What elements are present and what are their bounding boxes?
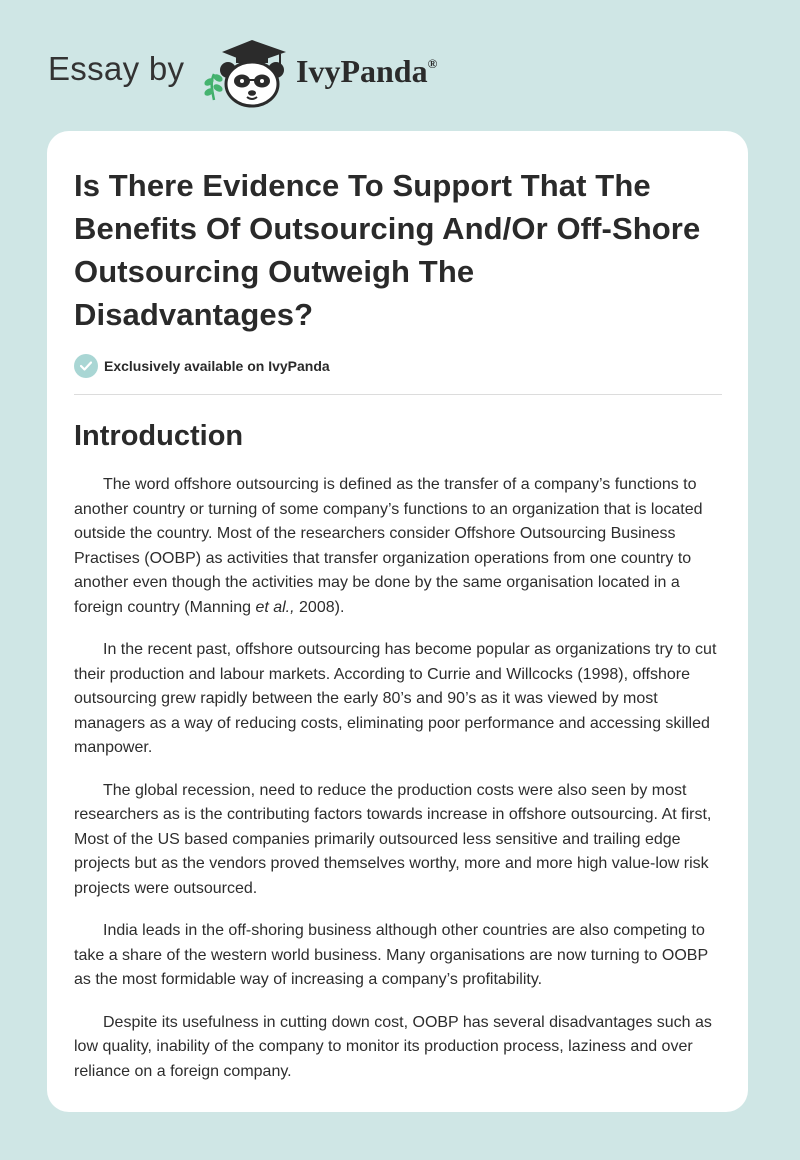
exclusive-badge (74, 353, 722, 379)
paragraph-4: India leads in the off-shoring business although other countries are also competing to take a share of the western world business. Many organisations are now turning to OOBP as the most formidable way of increasing a company’s profitability. (74, 922, 708, 988)
exclusive-badge-text: Exclusively available on IvyPanda (104, 358, 330, 374)
paragraph-2: In the recent past, offshore outsourcing has become popular as organizations try to cut their production and labour markets. According to Currie and Willcocks (1998), offshore outsourcing grew rapidly between the early 80’s and 90’s as it was viewed by most managers as a way of reducing costs, eliminating poor performance and accessing skilled manpower. (74, 641, 717, 756)
essay-card (47, 131, 748, 1112)
essay-body (74, 473, 722, 1084)
section-heading-introduction: Introduction (74, 420, 244, 452)
brand-text: IvyPanda (296, 53, 428, 89)
brand-name[interactable] (296, 53, 437, 90)
check-circle-icon (74, 354, 98, 378)
paragraph-3: The global recession, need to reduce the production costs were also seen by most researchers as is the contributing factors towards increase in offshore outsourcing. At first, Most of the US based companies primarily outsourced less sensitive and trailing edge projects but as the vendors proved themselves worthy, more and more high value-low risk projects were outsourced. (74, 781, 712, 897)
site-header (0, 0, 800, 130)
divider (74, 394, 722, 395)
paragraph-1-text: The word offshore outsourcing is defined as the transfer of a company’s functions to another country or turning of some company’s functions to an organization that is located outside the country. Most of the researchers consider Offshore Outsourcing Business Practises (OOBP) as activities that transfer organization operations from one country to another even though the activities may be done by the same organisation located in a foreign country (Manning (74, 476, 703, 616)
essay-by-label: Essay by (48, 50, 185, 87)
paragraph-5: Despite its usefulness in cutting down cost, OOBP has several disadvantages such as low quality, inability of the company to monitor its production process, laziness and over reliance on a foreign company. (74, 1013, 712, 1080)
paragraph-1-end: 2008). (294, 598, 345, 616)
registered-mark: ® (427, 56, 438, 72)
paragraph-1 (74, 473, 722, 620)
panda-graduate-logo-icon[interactable] (200, 34, 300, 108)
citation-et-al: et al., (255, 598, 295, 616)
essay-title: Is There Evidence To Support That The Benefits Of Outsourcing And/Or Off-Shore Outsourcing Outweigh The Disadvantages? (74, 168, 701, 332)
